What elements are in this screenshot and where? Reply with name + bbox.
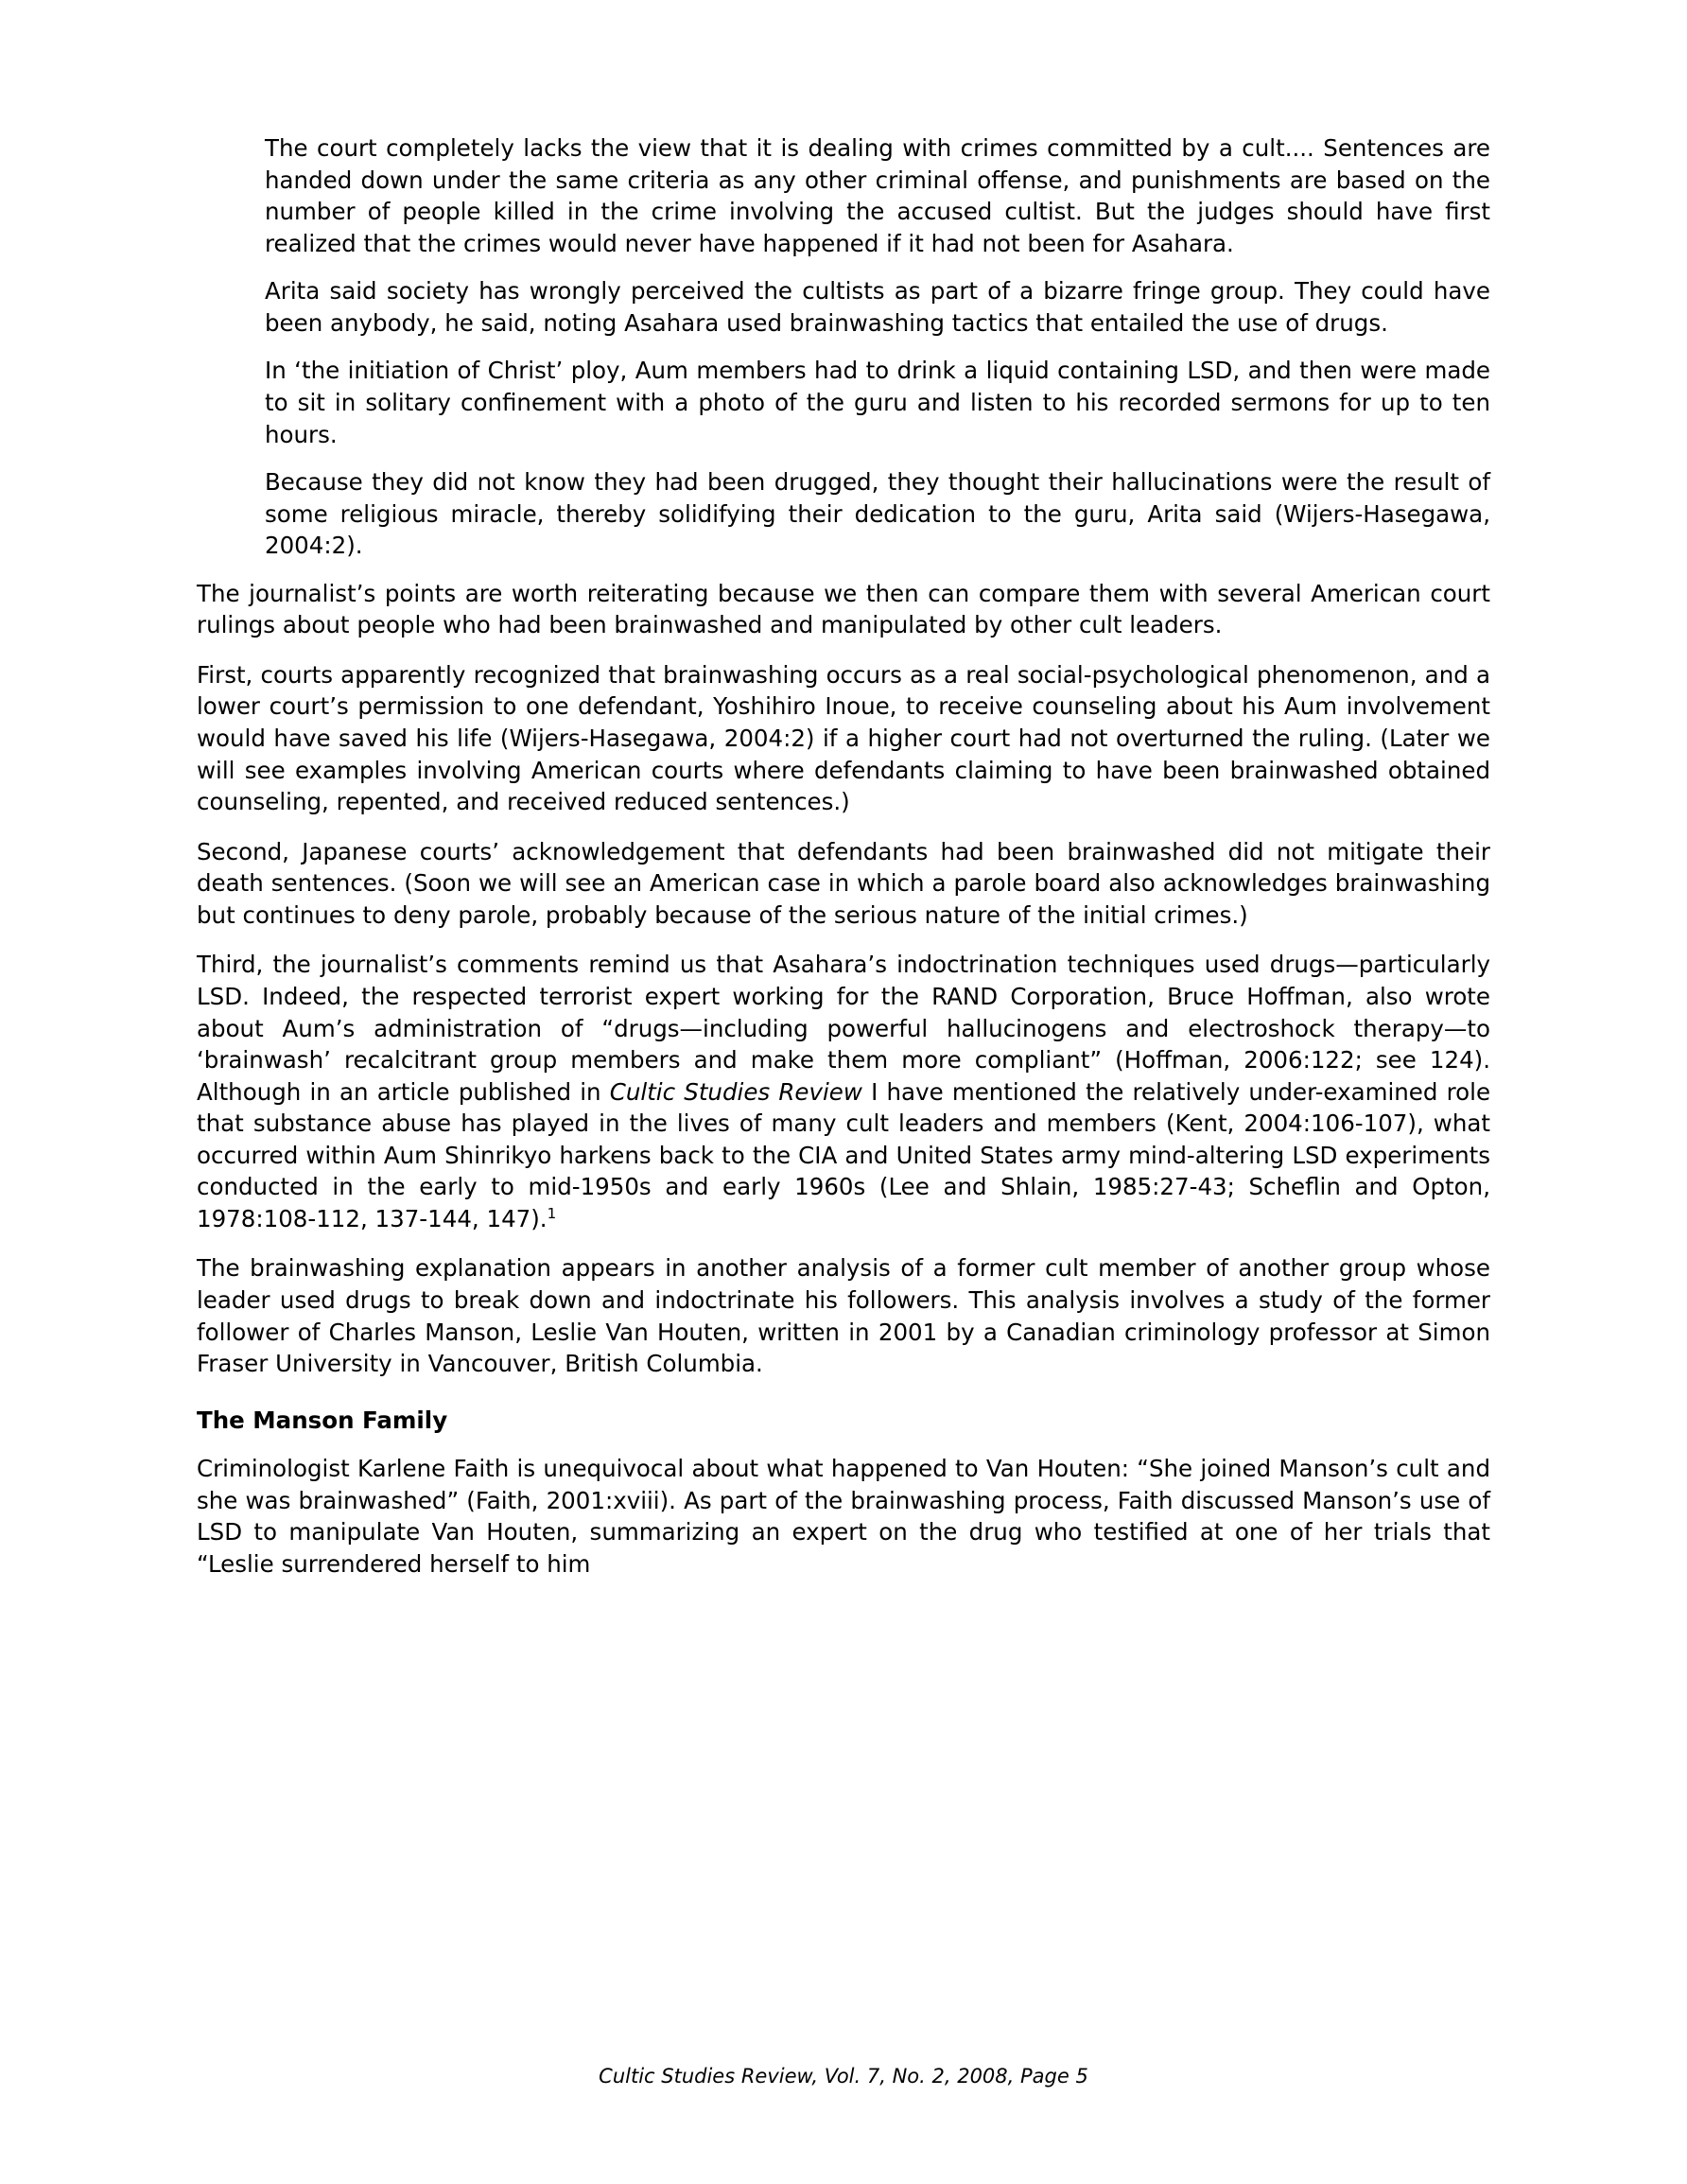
body-paragraph-6: Criminologist Karlene Faith is unequivocal about what happened to Van Houten: “She joined Manson’s cult and she was brainwashed” (Faith, 2001:xviii). As part of the brainwashing process, Faith discussed Manson’s use of LSD to manipulate Van Houten, summarizing an expert on the drug who testified at one of her trials that “Leslie surrendered herself to him	[197, 1455, 1490, 1578]
blockquote-paragraph-2: Arita said society has wrongly perceived the cultists as part of a bizarre fringe group. They could have been anybody, he said, noting Asahara used brainwashing tactics that entailed the use of drugs.	[265, 277, 1490, 337]
body-paragraph-3: Second, Japanese courts’ acknowledgement that defendants had been brainwashed did not mitigate their death sentences. (Soon we will see an American case in which a parole board also acknowledges brainwashing but continues to deny parole, probably because of the serious nature of the initial crimes.)	[197, 837, 1490, 929]
blockquote-paragraph-1: The court completely lacks the view that it is dealing with crimes committed by a cult.... Sentences are handed down under the same criteria as any other criminal offense, and punishments are based on the number of people killed in the crime involving the accused cultist. But the judges should have first realized that the crimes would never have happened if it had not been for Asahara.	[265, 134, 1490, 257]
blockquote-paragraph-4: Because they did not know they had been drugged, they thought their hallucinations were the result of some religious miracle, thereby solidifying their dedication to the guru, Arita said (Wijers-Hasegawa, 2004:2).	[265, 468, 1490, 560]
body-paragraph-1: The journalist’s points are worth reiterating because we then can compare them with several American court rulings about people who had been brainwashed and manipulated by other cult leaders.	[197, 579, 1490, 639]
journal-title-citation: Cultic Studies Review	[609, 1077, 862, 1106]
blockquote-paragraph-3: In ‘the initiation of Christ’ ploy, Aum members had to drink a liquid containing LSD, and then were made to sit in solitary confinement with a photo of the guru and listen to his recorded sermons for up to ten hours.	[265, 357, 1490, 448]
paragraph-4-text-a: Third, the journalist’s comments remind us that Asahara’s indoctrination techniques used drugs—particularly LSD. Indeed, the respected terrorist expert working for the RAND Corporation, Bruce Hoffman, also wrote about Aum’s administration of “drugs—including powerful hallucinogens and electroshock therapy—to ‘brainwash’ recalcitrant group members and make them more compliant” (Hoffman, 2006:122; see 124). Although in an article published in	[197, 951, 1490, 1106]
blockquote-section	[265, 132, 1490, 562]
body-paragraph-2: First, courts apparently recognized that brainwashing occurs as a real social-psychological phenomenon, and a lower court’s permission to one defendant, Yoshihiro Inoue, to receive counseling about his Aum involvement would have saved his life (Wijers-Hasegawa, 2004:2) if a higher court had not overturned the ruling. (Later we will see examples involving American courts where defendants claiming to have been brainwashed obtained counseling, repented, and received reduced sentences.)	[197, 660, 1490, 816]
body-paragraph-5: The brainwashing explanation appears in another analysis of a former cult member of another group whose leader used drugs to break down and indoctrinate his followers. This analysis involves a study of the former follower of Charles Manson, Leslie Van Houten, written in 2001 by a Canadian criminology professor at Simon Fraser University in Vancouver, British Columbia.	[197, 1254, 1490, 1378]
page-footer: Cultic Studies Review, Vol. 7, No. 2, 2008, Page 5	[599, 2065, 1088, 2088]
paragraph-4-text-b: I have mentioned the relatively under-examined role that substance abuse has played in the lives of many cult leaders and members (Kent, 2004:106-107), what occurred within Aum Shinrikyo harkens back to the CIA and United States army mind-altering LSD experiments conducted in the early to mid-1950s and early 1960s (Lee and Shlain, 1985:27-43; Scheflin and Opton, 1978:108-112, 137-144, 147).	[197, 1077, 1491, 1232]
page-content	[197, 132, 1490, 1581]
body-paragraph-4	[197, 949, 1490, 1234]
footnote-marker: 1	[547, 1204, 557, 1222]
section-heading-manson-family: The Manson Family	[197, 1406, 448, 1434]
